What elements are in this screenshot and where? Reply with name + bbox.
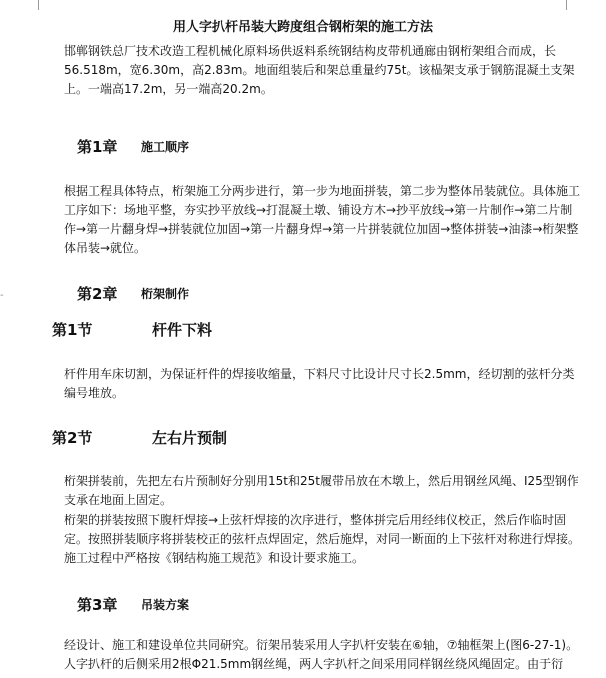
chapter-title: 吊装方案 <box>141 598 190 612</box>
section-title: 杆件下料 <box>152 321 213 339</box>
section-number: 第2节 <box>52 429 93 447</box>
chapter-number: 第3章 <box>77 596 118 614</box>
chapter-1-heading <box>77 136 190 157</box>
chapter-1-paragraph: 根据工程具体特点，桁架施工分两步进行，第一步为地面拼装，第二步为整体吊装就位。具体施工工序如下：场地平整，夯实抄平放线→打混凝土墩、铺设方木→抄平放线→第一片制作→第二片制作→第一片翻身焊→拼装就位加固→第一片翻身焊→第一片拼装就位加固→整体拼装→油漆→桁架整体吊装→就位。 <box>64 184 581 255</box>
margin-corner-mark <box>566 0 577 10</box>
chapter-3-heading <box>77 594 190 615</box>
section-title: 左右片预制 <box>152 429 228 447</box>
intro-paragraph: 邯郸钢铁总厂技术改造工程机械化原料场供返料系统钢结构皮带机通廊由钢桁架组合而成，长56.518m，宽6.30m，高2.83m。地面组装后和架总重量约75t。该榀架支承于钢筋混凝土支架上。一端高17.2m，另一端高20.2m。 <box>64 44 575 96</box>
section-2-heading <box>52 427 228 448</box>
chapter-number: 第2章 <box>77 285 118 303</box>
chapter-number: 第1章 <box>77 138 118 156</box>
section-2-paragraph-1: 桁架拼装前，先把左右片预制好分别用15t和25t履带吊放在木墩上，然后用钢丝风绳、I25型钢作支承在地面上固定。 <box>64 474 579 507</box>
chapter-title: 施工顺序 <box>141 140 190 154</box>
chapter-title: 桁架制作 <box>141 287 190 301</box>
section-number: 第1节 <box>52 321 93 339</box>
section-1-heading <box>52 319 213 340</box>
margin-corner-mark <box>28 0 39 10</box>
chapter-3-paragraph: 经设计、施工和建设单位共同研究。衍架吊装采用人字扒杆安装在⑥轴，⑦轴框架上(图6-27-1)。人字扒杆的后侧采用2根Φ21.5mm钢丝绳，两人字扒杆之间采用同样钢丝绕风绳固定。由于衍 <box>64 638 579 671</box>
margin-tick: - <box>0 290 4 301</box>
section-1-paragraph: 杆件用车床切割，为保证杆件的焊接收缩量，下料尺寸比设计尺寸长2.5mm，经切割的弦杆分类编号堆放。 <box>64 367 575 400</box>
chapter-2-heading <box>77 283 190 304</box>
section-2-paragraph-2: 桁架的拼装按照下腹杆焊接→上弦杆焊接的次序进行，整体拼完后用经纬仪校正，然后作临时固定。按照拼装顺序将拼装校正的弦杆点焊固定，然后施焊，对同一断面的上下弦杆对称进行焊接。施工过程中严格按《钢结构施工规范》和设计要求施工。 <box>64 513 581 565</box>
document-title: 用人字扒杆吊装大跨度组合钢桁架的施工方法 <box>172 20 433 35</box>
